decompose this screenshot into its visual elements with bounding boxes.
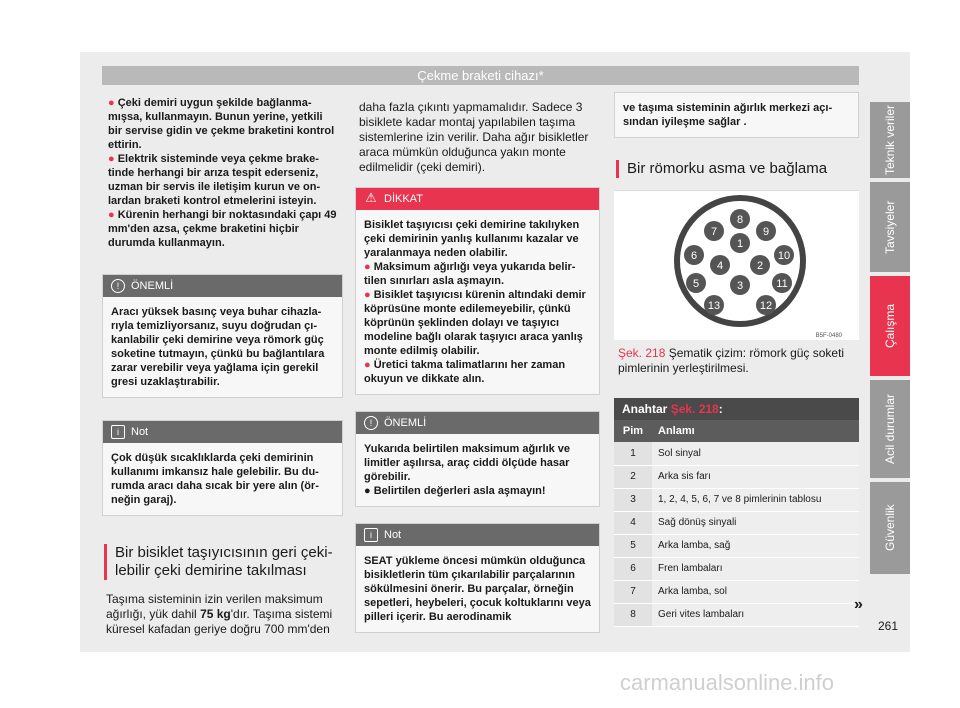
socket-pin-label: 8 xyxy=(736,214,744,226)
socket-diagram xyxy=(614,190,859,340)
tab-tavsiyeler[interactable]: Tavsiyeler xyxy=(870,182,910,272)
socket-pin-label: 10 xyxy=(777,250,791,262)
table-row: 8 Geri vites lambaları xyxy=(614,603,859,626)
table-row: 1 Sol sinyal xyxy=(614,442,859,465)
socket-pin-label: 3 xyxy=(736,280,744,292)
warning-item: ● Kürenin herhangi bir noktasındaki çapı 49 mm'den azsa, çekme braketini hiçbir durumda kullanmayın. xyxy=(108,209,337,249)
tab-teknik-veriler[interactable]: Teknik veriler xyxy=(870,102,910,178)
column-3 xyxy=(614,92,859,627)
table-row: 2 Arka sis farı xyxy=(614,465,859,488)
caution-intro: Bisiklet taşıyıcısı çeki demirine takılıyken çeki demirinin yanlış kullanımı kazalar ve yaralanmaya neden olabilir. xyxy=(364,219,580,259)
column-header-meaning: Anlamı xyxy=(652,420,859,442)
warning-list xyxy=(102,92,343,250)
socket-pin-label: 11 xyxy=(776,278,788,290)
note-body: Çok düşük sıcaklıklarda çeki demirinin kullanımı imkansız hale gelebilir. Bu durumda aracı daha sıcak bir yere alın (örneğin garaj). xyxy=(111,452,319,506)
notice-item: ● Belirtilen değerleri asla aşmayın! xyxy=(364,485,546,497)
diagram-code: B5F-0480 xyxy=(815,333,842,339)
note-box xyxy=(355,523,600,633)
caution-item: ● Maksimum ağırlığı veya yukarıda belirtilen sınırları asla aşmayın. xyxy=(364,261,576,287)
note-box xyxy=(102,420,343,516)
notice-body xyxy=(356,434,599,506)
body-text: daha fazla çıkıntı yapmamalıdır. Sadece 3 bisiklete kadar montaj yapılabilen taşıma sistemlerine izin verilir. Daha ağır bisikletler araca mümkün olduğunca yakın monte edilmelidir (çeki demiri). xyxy=(359,100,589,174)
watermark: carmanualsonline.info xyxy=(620,670,835,695)
note-icon: i xyxy=(364,528,378,542)
tab-acil-durumlar[interactable]: Acil durumlar xyxy=(870,380,910,478)
notice-body: Aracı yüksek basınç veya buhar cihazlarıyla temizliyorsanız, suyu doğrudan çıkanlabilir çeki demirine veya römork güç soketine tutmayın, çünkü bu bağlantılara zarar verebilir veya yağlama için gerekil gresi uzaklaştırabilir. xyxy=(111,306,325,388)
column-1 xyxy=(102,92,343,637)
tab-calisma[interactable]: Çalışma xyxy=(870,276,910,376)
caution-box xyxy=(355,187,600,395)
socket-pin-label: 5 xyxy=(692,278,700,290)
column-header-pin: Pim xyxy=(614,420,652,442)
socket-svg xyxy=(614,191,859,341)
warning-item: ● Çeki demiri uygun şekilde bağlanmamışsa, kullanmayın. Bunun yerine, yetkili bir servise gidin ve çekme braketini kontrol ettirin. xyxy=(108,97,335,151)
pin-table xyxy=(614,420,859,627)
socket-pin-label: 6 xyxy=(690,250,698,262)
notice-header: ! ÖNEMLİ xyxy=(356,412,599,434)
socket-pin-label: 4 xyxy=(716,260,724,272)
table-row: 6 Fren lambaları xyxy=(614,557,859,580)
section-title: Bir bisiklet taşıyıcısının geri çekilebilir çeki demirine takılması xyxy=(104,544,343,580)
notice-box xyxy=(102,274,343,398)
continued-text: ve taşıma sisteminin ağırlık merkezi açısından iyileşme sağlar . xyxy=(623,102,833,128)
caution-item: ● Bisiklet taşıyıcısı kürenin altındaki demir köprüsüne monte edilemeyebilir, çünkü köprünün şeklinden dolayı ve taşıyıcı modeline bağlı olarak taşıyıcı araca yanlış monte edilmiş olabilir. xyxy=(364,289,586,357)
socket-pin-label: 7 xyxy=(710,226,718,238)
body-text: Taşıma sisteminin izin verilen maksimum ağırlığı, yük dahil 75 kg'dır. Taşıma sistemi küresel kafadan geriye doğru 700 mm'den xyxy=(106,592,333,636)
continued-box xyxy=(614,92,859,138)
socket-pin-label: 9 xyxy=(762,226,770,238)
notice-box xyxy=(355,411,600,507)
section-title: Bir römorku asma ve bağlama xyxy=(616,160,859,178)
notice-header: ! ÖNEMLİ xyxy=(103,275,342,297)
socket-pin-label: 12 xyxy=(759,300,773,312)
table-row: 5 Arka lamba, sağ xyxy=(614,534,859,557)
column-2 xyxy=(355,92,600,633)
caution-body xyxy=(356,210,599,394)
note-icon: i xyxy=(111,425,125,439)
caution-item: ● Üretici takma talimatlarını her zaman okuyun ve dikkate alın. xyxy=(364,359,566,385)
table-row: 4 Sağ dönüş sinyali xyxy=(614,511,859,534)
note-header: i Not xyxy=(356,524,599,546)
note-header: i Not xyxy=(103,421,342,443)
socket-pin-label: 1 xyxy=(736,238,744,250)
table-row: 7 Arka lamba, sol xyxy=(614,580,859,603)
page-header: Çekme braketi cihazı* xyxy=(102,66,859,85)
tab-guvenlik[interactable]: Güvenlik xyxy=(870,482,910,574)
info-icon: ! xyxy=(111,279,125,293)
table-title: Anahtar Şek. 218: xyxy=(614,398,859,420)
continue-arrow-icon: » xyxy=(854,596,863,613)
note-body: SEAT yükleme öncesi mümkün olduğunca bisikletlerin tüm çıkarılabilir parçalarının sökülmesini önerir. Bu parçalar, örneğin sepetleri, heybeleri, çocuk koltuklarını veya pilleri içerir. Bu aerodinamik xyxy=(364,555,591,623)
warning-triangle-icon: ⚠ xyxy=(365,190,377,205)
warning-item: ● Elektrik sisteminde veya çekme braketinde herhangi bir arıza tespit ederseniz, uzman bir servis ile iletişim kurun ve onlardan braketi kontrol etmelerini isteyin. xyxy=(108,153,321,207)
page-number: 261 xyxy=(878,619,899,633)
socket-pin-label: 2 xyxy=(756,260,764,272)
socket-pin-label: 13 xyxy=(707,300,721,312)
figure-caption: Şek. 218 Şematik çizim: römork güç soketi pimlerinin yerleştirilmesi. xyxy=(618,346,845,375)
table-header-row xyxy=(614,420,859,442)
chapter-tabs xyxy=(870,102,910,578)
info-icon: ! xyxy=(364,416,378,430)
caution-header: ⚠ DİKKAT xyxy=(356,188,599,210)
notice-text: Yukarıda belirtilen maksimum ağırlık ve limitler aşılırsa, araç ciddi ölçüde hasar görebilir. xyxy=(364,443,571,483)
table-row: 3 1, 2, 4, 5, 6, 7 ve 8 pimlerinin tablosu xyxy=(614,488,859,511)
